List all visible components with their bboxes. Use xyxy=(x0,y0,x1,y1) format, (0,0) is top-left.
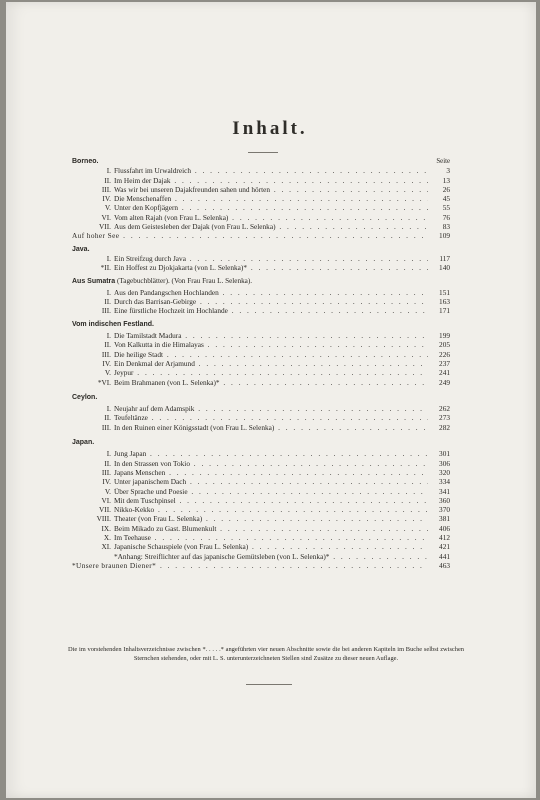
toc-entry xyxy=(72,288,450,297)
toc-entry-number: V. xyxy=(104,486,111,496)
toc-entry-number: III. xyxy=(101,184,111,194)
footnote-divider xyxy=(246,684,292,685)
table-of-contents xyxy=(72,157,450,570)
toc-entry-number: I. xyxy=(106,287,111,297)
toc-entry-title: Neujahr auf dem Adamspik . . . xyxy=(114,404,428,413)
toc-entry-title: Jung Japan . . . xyxy=(114,449,428,458)
section-heading-sumatra xyxy=(72,277,450,286)
toc-entry-title: Theater (von Frau L. Selenka) . . . xyxy=(114,514,428,523)
toc-entry-title: Die heilige Stadt . . . xyxy=(114,350,428,359)
toc-entry-title: In den Ruinen einer Königsstadt (von Frau L. Selenka) . . . xyxy=(114,423,428,432)
toc-entry xyxy=(72,413,450,422)
toc-entry-title: Japanische Schauspiele (von Frau L. Selenka) . . . xyxy=(114,542,428,551)
section-heading-festland: Vom indischen Festland. xyxy=(72,320,154,328)
section-java xyxy=(72,254,450,273)
toc-entry-page: 241 xyxy=(428,368,450,377)
toc-entry xyxy=(72,340,450,349)
toc-entry-page: 163 xyxy=(428,297,450,306)
toc-entry xyxy=(72,222,450,231)
toc-entry xyxy=(72,203,450,212)
sumatra-heading-bold: Aus Sumatra xyxy=(72,277,116,285)
toc-entry-number: *VI. xyxy=(97,377,111,387)
toc-entry xyxy=(72,254,450,263)
toc-entry-title: Die Tamilstadt Madura . . . xyxy=(114,331,428,340)
toc-entry-number: I. xyxy=(106,331,111,341)
toc-entry-title: Auf hoher See . . . xyxy=(72,231,428,240)
toc-entry-page: 76 xyxy=(428,213,450,222)
toc-entry-page: 109 xyxy=(428,231,450,240)
toc-entry xyxy=(72,423,450,432)
section-heading-java: Java. xyxy=(72,245,90,253)
toc-entry-title: Im Teehause . . . xyxy=(114,533,428,542)
toc-entry-page: 441 xyxy=(428,552,450,561)
toc-entry-page: 360 xyxy=(428,496,450,505)
toc-entry xyxy=(72,350,450,359)
toc-entry-page: 262 xyxy=(428,404,450,413)
toc-entry xyxy=(72,378,450,387)
toc-entry-page: 205 xyxy=(428,340,450,349)
toc-entry-page: 412 xyxy=(428,533,450,542)
toc-entry-page: 249 xyxy=(428,378,450,387)
toc-entry-title: Von Kalkutta in die Himalayas . . . xyxy=(114,340,428,349)
toc-entry xyxy=(72,477,450,486)
toc-entry-page: 320 xyxy=(428,468,450,477)
section-heading-ceylon: Ceylon. xyxy=(72,393,98,401)
toc-entry-title: Die Menschenaffen . . . xyxy=(114,194,428,203)
toc-entry-number: II. xyxy=(104,413,111,423)
toc-entry-page: 55 xyxy=(428,203,450,212)
toc-entry-title: Unter japanischem Dach . . . xyxy=(114,477,428,486)
toc-entry-number: VI. xyxy=(101,212,111,222)
toc-entry xyxy=(72,514,450,523)
toc-entry-page: 282 xyxy=(428,423,450,432)
page-title: Inhalt. xyxy=(232,118,308,139)
toc-entry-title: Nikko-Kekko . . . xyxy=(114,505,428,514)
toc-entry-title: *Unsere braunen Diener* . . . xyxy=(72,561,428,570)
toc-entry-title: Eine fürstliche Hochzeit im Hochlande . . . xyxy=(114,306,428,315)
toc-entry-number: I. xyxy=(106,404,111,414)
toc-entry-title: Unter den Kopfjägern . . . xyxy=(114,203,428,212)
toc-entry-title: Jeypur . . . xyxy=(114,368,428,377)
toc-entry-title: Durch das Barrisan-Gebirge . . . xyxy=(114,297,428,306)
toc-entry-number: VII. xyxy=(99,505,111,515)
section-heading-borneo: Borneo. xyxy=(72,158,99,165)
section-festland xyxy=(72,331,450,387)
toc-entry-title: Ein Denkmal der Arjamund . . . xyxy=(114,359,428,368)
toc-entry-title: Über Sprache und Poesie . . . xyxy=(114,487,428,496)
section-heading-japan: Japan. xyxy=(72,439,95,447)
title-divider xyxy=(248,152,278,153)
toc-entry xyxy=(72,487,450,496)
section-japan xyxy=(72,449,450,561)
toc-entry-page: 301 xyxy=(428,449,450,458)
toc-entry xyxy=(72,533,450,542)
toc-entry-page: 226 xyxy=(428,350,450,359)
toc-entry-number: II. xyxy=(104,175,111,185)
toc-entry-page: 26 xyxy=(428,185,450,194)
toc-entry-number: VIII. xyxy=(96,514,111,524)
toc-entry-number: II. xyxy=(104,340,111,350)
toc-entry-title: Mit dem Tuschpinsel . . . xyxy=(114,496,428,505)
toc-entry-title: Ein Hoffest zu Djokjakarta (von L. Selenka)* . . . xyxy=(114,263,428,272)
toc-entry-number: I. xyxy=(106,253,111,263)
toc-entry-number: IV. xyxy=(102,194,111,204)
toc-entry-number: IV. xyxy=(102,358,111,368)
toc-entry-number: III. xyxy=(101,422,111,432)
toc-entry xyxy=(72,176,450,185)
toc-entry-page: 463 xyxy=(428,561,450,570)
toc-entry-title: Aus den Pandangschen Hochlanden . . . xyxy=(114,288,428,297)
toc-entry-page: 406 xyxy=(428,524,450,533)
toc-entry xyxy=(72,331,450,340)
toc-entry xyxy=(72,542,450,551)
toc-entry-number: X. xyxy=(103,532,111,542)
toc-entry-title: Japans Menschen . . . xyxy=(114,468,428,477)
toc-entry-number: IX. xyxy=(101,523,111,533)
footnote: Die im vorstehenden Inhaltsverzeichnisse zwischen *. . . . .* angeführten vier neuen Abschnitte sowie die bei anderen Kapiteln im Buche selbst zwischen Sternchen stehenden, oder mit L. S. unterunterzeichneten Stellen sind Zusätze zu dieser neuen Auflage. xyxy=(68,646,464,662)
toc-entry-page: 3 xyxy=(428,166,450,175)
toc-entry-number: III. xyxy=(101,467,111,477)
toc-entry xyxy=(72,194,450,203)
toc-entry-title: *Anhang: Streiflichter auf das japanische Gemütsleben (von L. Selenka)* . . . xyxy=(114,552,428,561)
toc-entry xyxy=(72,496,450,505)
toc-entry-page: 171 xyxy=(428,306,450,315)
toc-entry xyxy=(72,185,450,194)
toc-entry-page: 237 xyxy=(428,359,450,368)
toc-entry-page: 341 xyxy=(428,487,450,496)
toc-entry-page: 334 xyxy=(428,477,450,486)
toc-entry xyxy=(72,306,450,315)
toc-entry xyxy=(72,524,450,533)
toc-entry-page: 151 xyxy=(428,288,450,297)
toc-entry-number: *II. xyxy=(100,263,111,273)
toc-entry-page: 199 xyxy=(428,331,450,340)
toc-entry-number: IV. xyxy=(102,477,111,487)
toc-entry-page: 117 xyxy=(428,254,450,263)
toc-entry-auf-hoher-see xyxy=(72,231,450,240)
toc-entry xyxy=(72,368,450,377)
toc-entry-page: 13 xyxy=(428,176,450,185)
sumatra-heading-note: (Tagebuchblätter). (Von Frau Frau L. Selenka). xyxy=(115,276,253,285)
toc-entry-title: Ein Streifzug durch Java . . . xyxy=(114,254,428,263)
toc-entry-title: Flussfahrt im Urwaldreich . . . xyxy=(114,166,428,175)
toc-entry xyxy=(72,505,450,514)
toc-entry-title: Teufeltänze . . . xyxy=(114,413,428,422)
toc-entry-title: Aus dem Geistesleben der Dajak (von Frau L. Selenka) . . . xyxy=(114,222,428,231)
toc-entry xyxy=(72,404,450,413)
toc-entry-number: I. xyxy=(106,449,111,459)
toc-entry-number: III. xyxy=(101,349,111,359)
toc-entry xyxy=(72,552,450,561)
toc-entry xyxy=(72,263,450,272)
toc-entry-number: V. xyxy=(104,203,111,213)
toc-entry-page: 273 xyxy=(428,413,450,422)
toc-entry-number: VII. xyxy=(99,222,111,232)
section-borneo xyxy=(72,166,450,231)
section-ceylon xyxy=(72,404,450,432)
toc-entry-title: Vom alten Rajah (von Frau L. Selenka) . . . xyxy=(114,213,428,222)
toc-entry-number: XI. xyxy=(101,542,111,552)
toc-entry xyxy=(72,297,450,306)
toc-entry-number: V. xyxy=(104,368,111,378)
toc-entry-title: Beim Mikado zu Gast. Blumenkult . . . xyxy=(114,524,428,533)
toc-entry-number: III. xyxy=(101,306,111,316)
toc-entry-page: 370 xyxy=(428,505,450,514)
toc-entry-number: II. xyxy=(104,297,111,307)
toc-entry xyxy=(72,359,450,368)
toc-entry-page: 83 xyxy=(428,222,450,231)
toc-entry-number: II. xyxy=(104,458,111,468)
toc-entry xyxy=(72,449,450,458)
toc-entry xyxy=(72,166,450,175)
toc-entry-page: 421 xyxy=(428,542,450,551)
toc-entry-page: 306 xyxy=(428,459,450,468)
toc-entry xyxy=(72,459,450,468)
toc-entry xyxy=(72,213,450,222)
toc-entry-page: 45 xyxy=(428,194,450,203)
toc-entry-page: 381 xyxy=(428,514,450,523)
toc-entry-page: 140 xyxy=(428,263,450,272)
toc-entry-title: Beim Brahmanen (von L. Selenka)* . . . xyxy=(114,378,428,387)
section-sumatra xyxy=(72,288,450,316)
toc-entry-number: I. xyxy=(106,166,111,176)
toc-entry xyxy=(72,468,450,477)
toc-entry-number: VI. xyxy=(101,495,111,505)
toc-entry-title: In den Strassen von Tokio . . . xyxy=(114,459,428,468)
toc-entry-unsere-braunen-diener xyxy=(72,561,450,570)
page-column-header: Seite xyxy=(436,158,450,165)
toc-entry-title: Im Heim der Dajak . . . xyxy=(114,176,428,185)
toc-entry-title: Was wir bei unseren Dajakfreunden sahen und hörten . . . xyxy=(114,185,428,194)
